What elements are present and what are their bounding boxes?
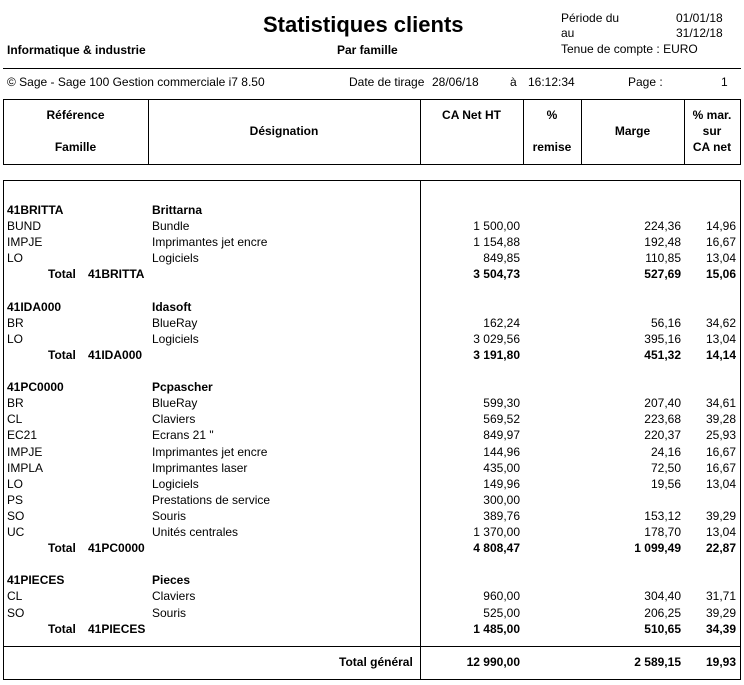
- row-marge: 220,37: [644, 428, 681, 443]
- row-designation: Souris: [152, 508, 187, 523]
- row-reference: SO: [7, 508, 25, 523]
- row-pct-marge: 34,62: [705, 315, 736, 330]
- row-designation: Ecrans 21 ": [152, 428, 214, 443]
- row-reference: BR: [7, 315, 24, 330]
- col-pct-mar-1: % mar.: [692, 108, 732, 122]
- report-title: Statistiques clients: [263, 12, 464, 37]
- table-row: [0, 316, 744, 332]
- row-marge: 153,12: [644, 508, 681, 523]
- row-ca-net: 960,00: [483, 589, 520, 604]
- row-reference: CL: [7, 412, 23, 427]
- table-row: [0, 509, 744, 525]
- table-row: [0, 461, 744, 477]
- row-reference: BUND: [7, 219, 42, 234]
- table-row: [0, 493, 744, 509]
- total-pct-marge: 22,87: [705, 541, 736, 556]
- row-ca-net: 1 500,00: [473, 219, 520, 234]
- row-marge: 72,50: [650, 460, 681, 475]
- row-ca-net: 162,24: [483, 315, 520, 330]
- info-top-border: [3, 68, 741, 69]
- row-reference: IMPJE: [7, 235, 43, 250]
- group-code: 41PIECES: [7, 573, 65, 588]
- row-designation: BlueRay: [152, 315, 198, 330]
- row-designation: BlueRay: [152, 396, 198, 411]
- row-ca-net: 849,97: [483, 428, 520, 443]
- row-designation: Imprimantes laser: [152, 460, 248, 475]
- row-marge: 192,48: [644, 235, 681, 250]
- row-marge: 110,85: [645, 251, 681, 266]
- periode-from: 01/01/18: [676, 11, 723, 25]
- row-marge: 24,16: [650, 444, 681, 459]
- group-header-row: [0, 300, 744, 316]
- row-designation: Imprimantes jet encre: [152, 444, 268, 459]
- grand-total-ca: 12 990,00: [466, 655, 520, 669]
- row-pct-marge: 16,67: [705, 235, 736, 250]
- row-marge: 56,16: [650, 315, 681, 330]
- group-name: Pcpascher: [152, 380, 213, 395]
- row-pct-marge: 39,29: [705, 508, 736, 523]
- table-row: [0, 412, 744, 428]
- grand-total-pct: 19,93: [705, 655, 736, 669]
- row-pct-marge: 39,29: [705, 605, 736, 620]
- row-reference: CL: [7, 589, 23, 604]
- row-reference: IMPLA: [7, 460, 44, 475]
- row-designation: Prestations de service: [152, 492, 271, 507]
- col-remise-pct: %: [546, 108, 558, 122]
- row-ca-net: 1 370,00: [473, 525, 520, 539]
- row-reference: UC: [7, 525, 25, 539]
- table-row: [0, 428, 744, 444]
- group-code: 41BRITTA: [7, 203, 64, 217]
- table-row: [0, 235, 744, 251]
- software-label: © Sage - Sage 100 Gestion commerciale i7 8.50: [7, 75, 265, 89]
- row-designation: Logiciels: [152, 476, 199, 491]
- group-name: Pieces: [152, 573, 191, 588]
- table-row: [0, 445, 744, 461]
- total-ca-net: 3 191,80: [473, 347, 520, 362]
- row-reference: PS: [7, 492, 24, 507]
- col-pct-mar-2: sur: [702, 124, 722, 138]
- row-ca-net: 149,96: [483, 476, 520, 491]
- row-reference: IMPJE: [7, 444, 43, 459]
- row-reference: SO: [7, 605, 25, 620]
- total-code: 41IDA000: [88, 347, 143, 362]
- row-pct-marge: 39,28: [705, 412, 736, 427]
- row-ca-net: 525,00: [483, 605, 520, 620]
- total-pct-marge: 15,06: [705, 267, 736, 282]
- total-code: 41PIECES: [88, 621, 146, 636]
- row-marge: 224,36: [644, 219, 681, 234]
- row-designation: Logiciels: [152, 331, 199, 346]
- total-label: Total: [48, 347, 76, 362]
- total-label: Total: [48, 541, 76, 556]
- table-row: [0, 332, 744, 348]
- total-ca-net: 4 808,47: [473, 541, 520, 556]
- row-pct-marge: 31,71: [705, 589, 736, 604]
- row-pct-marge: 16,67: [705, 444, 736, 459]
- row-designation: Souris: [152, 605, 187, 620]
- row-reference: LO: [7, 476, 24, 491]
- total-label: Total: [48, 621, 76, 636]
- row-pct-marge: 34,61: [705, 396, 736, 411]
- row-ca-net: 1 154,88: [473, 235, 520, 250]
- row-ca-net: 435,00: [483, 460, 520, 475]
- row-designation: Bundle: [152, 219, 190, 234]
- row-ca-net: 599,30: [483, 396, 520, 411]
- row-designation: Claviers: [152, 589, 196, 604]
- group-name: Idasoft: [152, 299, 192, 314]
- row-marge: 19,56: [650, 476, 681, 491]
- table-row: [0, 589, 744, 605]
- col-marge: Marge: [614, 124, 651, 138]
- tenue-compte: Tenue de compte : EURO: [561, 42, 698, 56]
- row-pct-marge: 13,04: [705, 525, 736, 539]
- row-reference: LO: [7, 331, 24, 346]
- date-tirage-value: 28/06/18: [432, 75, 479, 89]
- group-code: 41PC0000: [7, 380, 64, 395]
- time-label: à: [510, 75, 517, 89]
- periode-to: 31/12/18: [676, 26, 723, 40]
- total-pct-marge: 34,39: [705, 621, 736, 636]
- table-row: [0, 525, 744, 541]
- row-pct-marge: 13,04: [705, 331, 736, 346]
- total-label: Total: [48, 267, 76, 282]
- total-ca-net: 3 504,73: [473, 267, 520, 282]
- row-pct-marge: 14,96: [705, 219, 736, 234]
- row-marge: 178,70: [644, 525, 681, 539]
- grand-total-label: Total général: [339, 655, 413, 669]
- row-ca-net: 849,85: [483, 251, 520, 266]
- row-marge: 223,68: [644, 412, 681, 427]
- row-ca-net: 300,00: [483, 492, 520, 507]
- table-row: [0, 396, 744, 412]
- col-reference: Référence: [46, 108, 105, 122]
- row-reference: BR: [7, 396, 24, 411]
- row-ca-net: 389,76: [483, 508, 520, 523]
- group-total-row: [0, 267, 744, 283]
- table-row: [0, 606, 744, 622]
- row-pct-marge: 13,04: [705, 251, 736, 266]
- row-pct-marge: 25,93: [705, 428, 736, 443]
- table-row: [0, 219, 744, 235]
- total-code: 41PC0000: [88, 541, 145, 556]
- time-value: 16:12:34: [528, 75, 575, 89]
- row-marge: 395,16: [644, 331, 681, 346]
- group-name: Brittarna: [152, 203, 203, 217]
- row-ca-net: 3 029,56: [473, 331, 520, 346]
- row-marge: 207,40: [644, 396, 681, 411]
- col-remise: remise: [532, 140, 572, 154]
- row-pct-marge: 16,67: [705, 460, 736, 475]
- page-number: 1: [721, 75, 728, 89]
- row-designation: Claviers: [152, 412, 196, 427]
- total-marge: 510,65: [644, 621, 681, 636]
- row-pct-marge: 13,04: [705, 476, 736, 491]
- group-header-row: [0, 203, 744, 219]
- company-name: Informatique & industrie: [7, 43, 146, 57]
- group-total-row: [0, 622, 744, 638]
- date-tirage-label: Date de tirage: [349, 75, 425, 89]
- col-famille: Famille: [54, 140, 97, 154]
- group-header-row: [0, 380, 744, 396]
- total-code: 41BRITTA: [88, 267, 145, 282]
- row-ca-net: 569,52: [483, 412, 520, 427]
- row-ca-net: 144,96: [483, 444, 520, 459]
- total-marge: 1 099,49: [634, 541, 681, 556]
- col-designation: Désignation: [249, 124, 319, 138]
- group-header-row: [0, 573, 744, 589]
- periode-label: Période du: [561, 11, 620, 25]
- total-marge: 451,32: [644, 347, 681, 362]
- row-designation: Logiciels: [152, 251, 199, 266]
- group-total-row: [0, 348, 744, 364]
- row-designation: Imprimantes jet encre: [152, 235, 268, 250]
- row-designation: Unités centrales: [152, 525, 239, 539]
- periode-au-label: au: [561, 26, 575, 40]
- row-reference: EC21: [7, 428, 38, 443]
- col-pct-mar-3: CA net: [692, 140, 732, 154]
- row-marge: 206,25: [644, 605, 681, 620]
- group-code: 41IDA000: [7, 299, 62, 314]
- total-pct-marge: 14,14: [705, 347, 736, 362]
- row-marge: 304,40: [644, 589, 681, 604]
- table-row: [0, 251, 744, 267]
- report-subtitle: Par famille: [337, 43, 398, 57]
- col-ca-net: CA Net HT: [442, 108, 501, 122]
- total-ca-net: 1 485,00: [473, 621, 520, 636]
- page-label: Page :: [628, 75, 663, 89]
- total-marge: 527,69: [644, 267, 681, 282]
- grand-total-marge: 2 589,15: [634, 655, 681, 669]
- row-reference: LO: [7, 251, 24, 266]
- table-row: [0, 477, 744, 493]
- group-total-row: [0, 541, 744, 557]
